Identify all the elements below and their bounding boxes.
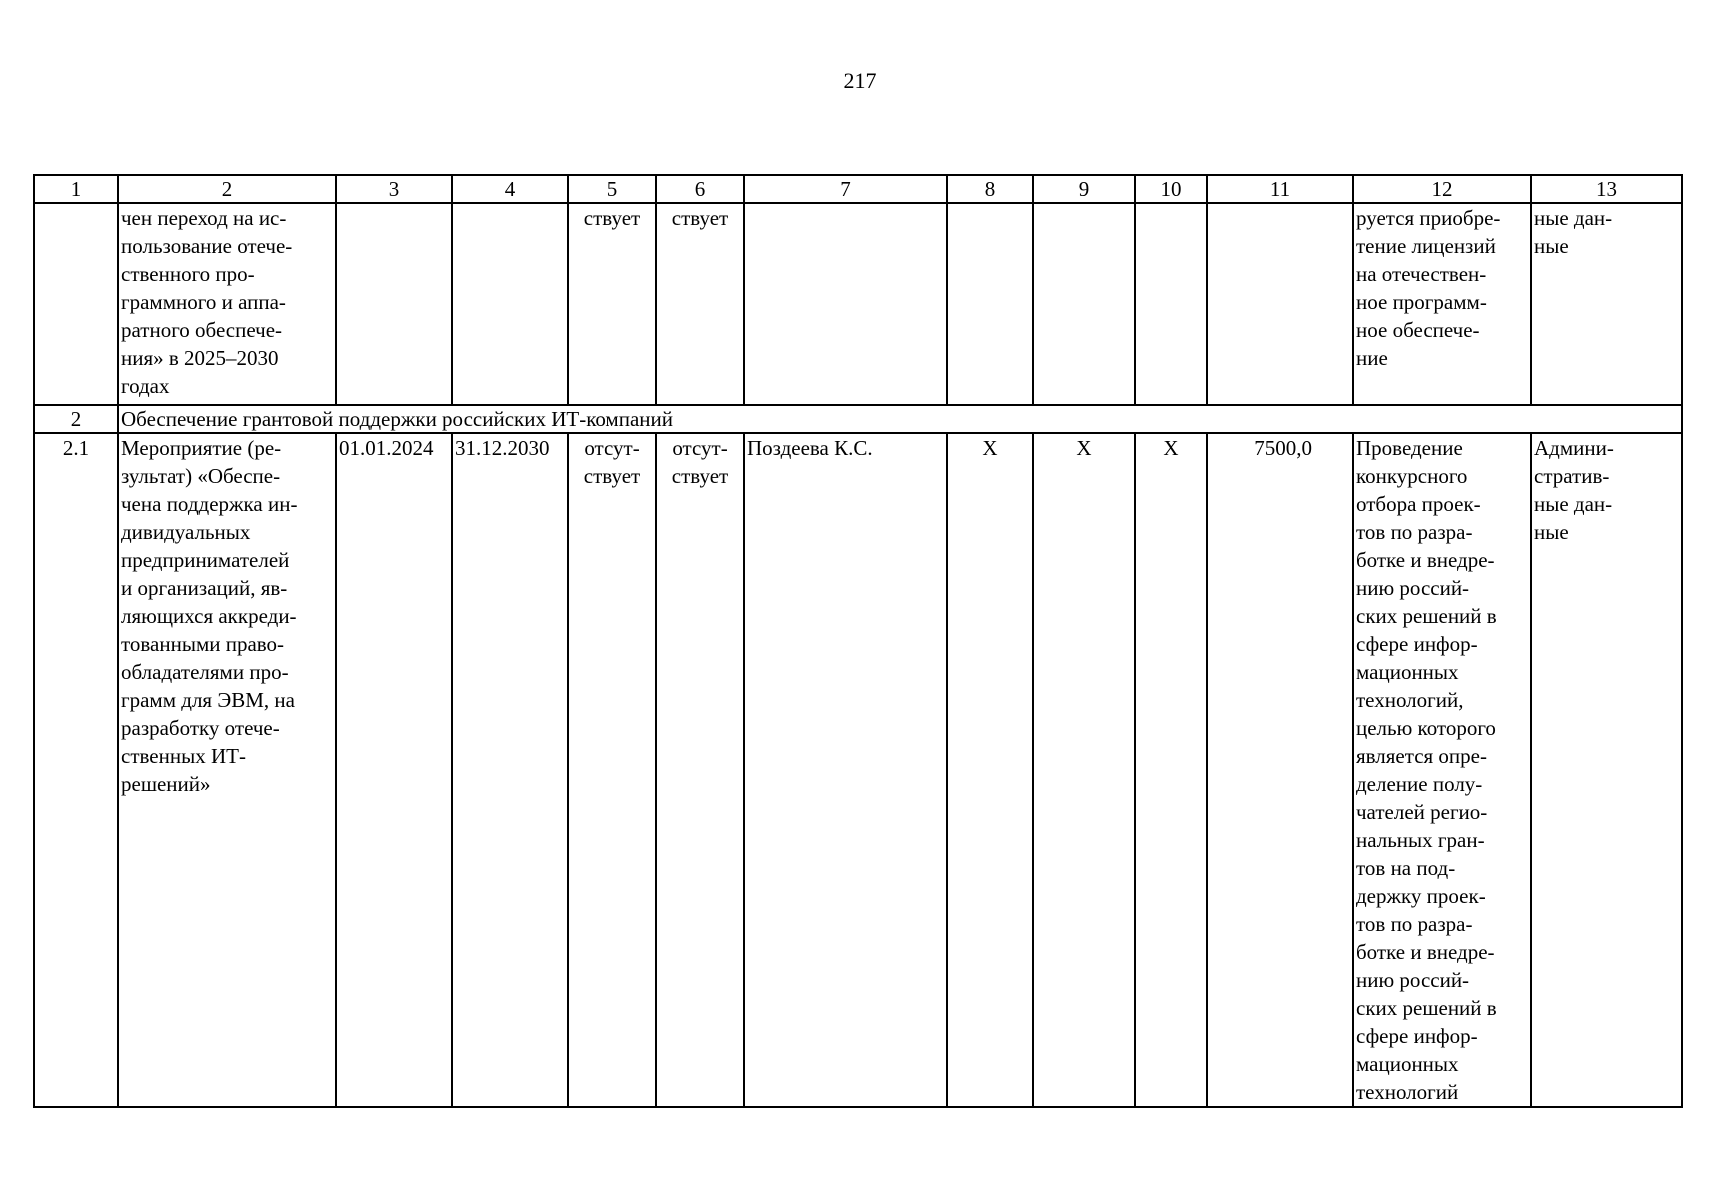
header-cell-5: 5 <box>568 175 656 203</box>
amount-value: 7500,0 <box>1254 436 1312 460</box>
data-source-text: ные дан- ные <box>1534 206 1613 258</box>
page-number: 217 <box>843 68 877 93</box>
header-cell-11: 11 <box>1207 175 1353 203</box>
cell-number <box>34 433 118 1107</box>
responsible-person: Поздеева К.С. <box>747 436 873 460</box>
item-number: 2.1 <box>62 436 90 460</box>
cell-data-source <box>1531 203 1682 405</box>
cell-col10 <box>1135 203 1207 405</box>
section-number: 2 <box>34 405 118 433</box>
section-title: Обеспечение грантовой поддержки российских ИТ-компаний <box>118 405 1682 433</box>
description-text: руется приобре- тение лицензий на отечествен- ное программ- ное обеспече- ние <box>1356 206 1501 370</box>
header-cell-10: 10 <box>1135 175 1207 203</box>
header-cell-8: 8 <box>947 175 1033 203</box>
description-text: Проведение конкурсного отбора проек- тов по разра- ботке и внедре- нию россий- ских решений в сфере инфор- мационных технологий, целью которого является опре- деление полу- чателей регио- нальных гран- тов на под- держку проек- тов по разра- ботке и внедре- нию россий- ских решений в сфере инфор- мационных технологий <box>1356 436 1497 1104</box>
table-row-item <box>34 433 1682 1107</box>
header-row <box>34 175 1682 203</box>
header-cell-13: 13 <box>1531 175 1682 203</box>
cell-event-name <box>118 203 336 405</box>
cell-responsible <box>744 433 947 1107</box>
cell-col10: Х <box>1135 433 1207 1107</box>
header-cell-2: 2 <box>118 175 336 203</box>
cell-col9 <box>1033 203 1135 405</box>
header-cell-4: 4 <box>452 175 568 203</box>
cell-end-date <box>452 433 568 1107</box>
cell-col8: Х <box>947 433 1033 1107</box>
cell-col6: ствует <box>656 203 744 405</box>
cell-col8 <box>947 203 1033 405</box>
cell-start-date <box>336 203 452 405</box>
header-cell-12: 12 <box>1353 175 1531 203</box>
cell-amount <box>1207 203 1353 405</box>
table-row-section <box>34 405 1682 433</box>
cell-number <box>34 203 118 405</box>
header-cell-7: 7 <box>744 175 947 203</box>
data-table <box>33 174 1683 1108</box>
cell-responsible <box>744 203 947 405</box>
event-name-text: чен переход на ис- пользование отече- ственного про- граммного и аппа- ратного обеспече- ния» в 2025–2030 годах <box>121 206 293 398</box>
cell-col9: Х <box>1033 433 1135 1107</box>
cell-event-name <box>118 433 336 1107</box>
end-date: 31.12.2030 <box>455 436 550 460</box>
cell-description <box>1353 433 1531 1107</box>
header-cell-3: 3 <box>336 175 452 203</box>
cell-description <box>1353 203 1531 405</box>
cell-amount <box>1207 433 1353 1107</box>
cell-col5: отсут- ствует <box>568 433 656 1107</box>
header-cell-6: 6 <box>656 175 744 203</box>
cell-end-date <box>452 203 568 405</box>
header-cell-9: 9 <box>1033 175 1135 203</box>
cell-start-date <box>336 433 452 1107</box>
cell-col5: ствует <box>568 203 656 405</box>
event-name-text: Мероприятие (ре- зультат) «Обеспе- чена поддержка ин- дивидуальных предпринимателей и организаций, яв- ляющихся аккреди- тованными право- обладателями про- грамм для ЭВМ, на разработку отече- ственных ИТ- решений» <box>121 436 298 796</box>
cell-data-source <box>1531 433 1682 1107</box>
cell-col6: отсут- ствует <box>656 433 744 1107</box>
table-row-continuation <box>34 203 1682 405</box>
data-source-text: Админи- стратив- ные дан- ные <box>1534 436 1614 544</box>
header-cell-1: 1 <box>34 175 118 203</box>
start-date: 01.01.2024 <box>339 436 434 460</box>
